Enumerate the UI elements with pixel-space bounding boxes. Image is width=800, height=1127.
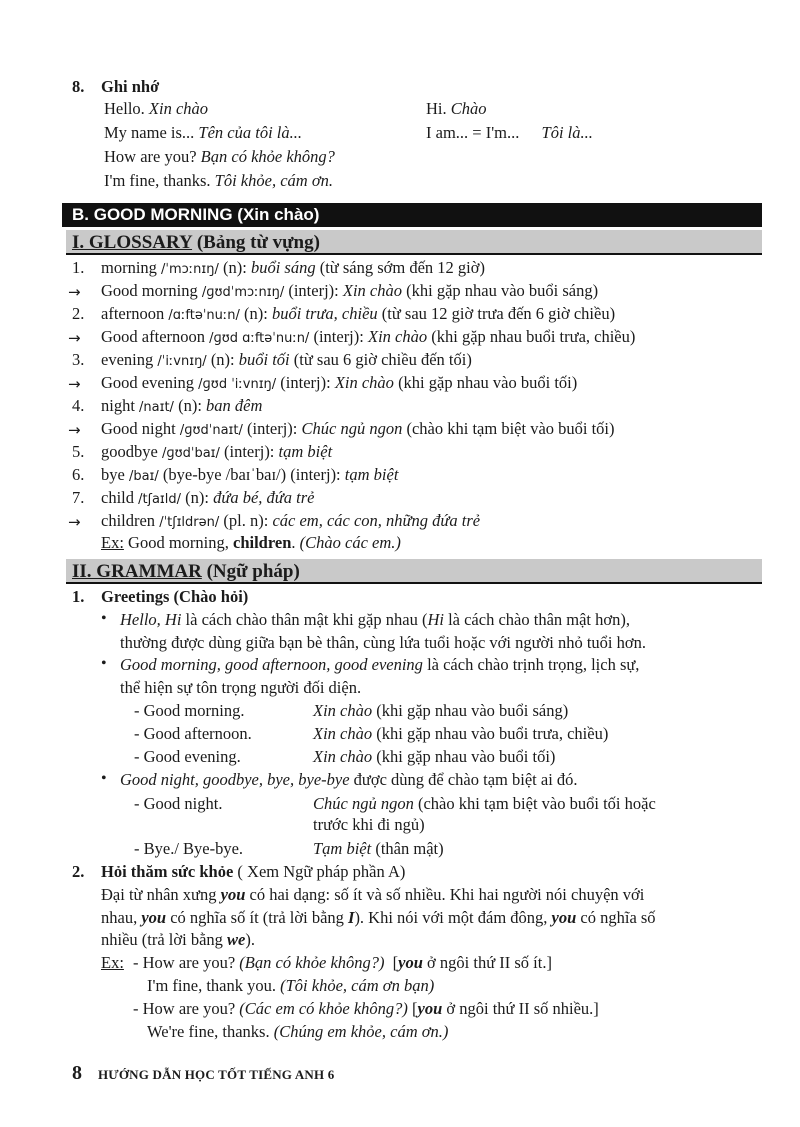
item-number: 4.	[72, 396, 85, 415]
farewell-en: - Bye./ Bye-bye.	[134, 839, 244, 858]
italic-term: Hello, Hi	[120, 610, 182, 629]
phrase-row	[104, 122, 302, 144]
example-text: .	[291, 533, 296, 552]
en: I'm fine, thank you.	[147, 976, 276, 995]
phrase-vi: Xin chào	[148, 99, 209, 118]
en: - How are you?	[133, 953, 236, 972]
glossary-pos: (n):	[210, 350, 235, 369]
page-number: 8	[72, 1062, 82, 1084]
glossary-meaning: đứa bé, đứa trẻ	[213, 488, 315, 507]
glossary-item	[101, 257, 485, 281]
subsection-number: 2.	[72, 862, 85, 881]
text: Đại từ nhân xưng	[101, 885, 221, 904]
en: - How are you?	[133, 999, 236, 1018]
keyword: you	[220, 885, 246, 904]
vi: (Chúng em khỏe, cám ơn.)	[273, 1022, 449, 1041]
glossary-word: bye	[101, 465, 125, 484]
note: [	[392, 953, 399, 972]
glossary-ipa: /ɡʊd ɑːftəˈnuːn/	[209, 331, 310, 346]
keyword: you	[417, 999, 443, 1018]
subsection-number: 1.	[72, 587, 85, 606]
glossary-meaning: buổi tối	[238, 350, 290, 369]
glossary-meaning: Chúc ngủ ngon	[301, 419, 403, 438]
text: là cách chào trịnh trọng, lịch sự,	[422, 655, 640, 674]
phrase-row	[104, 98, 208, 120]
phrase-vi: Tên của tôi là...	[198, 123, 302, 142]
arrow-icon: →	[68, 513, 81, 531]
formal-vi	[313, 746, 555, 768]
glossary-pos: (bye-bye /baɪˈbaɪ/) (interj):	[162, 465, 341, 484]
glossary-item	[101, 418, 615, 442]
glossary-pos: (interj):	[224, 442, 275, 461]
glossary-word: Good night	[101, 419, 176, 438]
glossary-meaning: tạm biệt	[278, 442, 333, 461]
glossary-example	[101, 532, 401, 554]
glossary-meaning: Xin chào	[334, 373, 394, 392]
glossary-meaning: ban đêm	[206, 396, 263, 415]
glossary-ipa: /baɪ/	[128, 469, 159, 484]
phrase-row	[104, 170, 333, 192]
arrow-icon: →	[68, 421, 81, 439]
phrase-en: I'm fine, thanks.	[104, 171, 211, 190]
arrow-icon: →	[68, 329, 81, 347]
bullet-icon: •	[101, 610, 107, 627]
keyword: you	[551, 908, 577, 927]
glossary-item	[101, 280, 598, 304]
book-title: HƯỚNG DẪN HỌC TỐT TIẾNG ANH 6	[98, 1067, 335, 1082]
phrase-row	[426, 98, 487, 120]
glossary-meaning: buổi sáng	[250, 258, 316, 277]
glossary-note: (từ sau 6 giờ chiều đến tối)	[293, 350, 472, 369]
glossary-pos: (interj):	[280, 373, 331, 392]
item-number: 5.	[72, 442, 85, 461]
vi: Xin chào	[313, 724, 373, 743]
glossary-title: (Bảng từ vựng)	[192, 232, 320, 253]
glossary-note: (khi gặp nhau buổi trưa, chiều)	[431, 327, 636, 346]
bullet-icon: •	[101, 655, 107, 672]
page-footer	[72, 1062, 334, 1085]
arrow-icon: →	[68, 375, 81, 393]
italic-term: Hi	[427, 610, 444, 629]
phrase-en: How are you?	[104, 147, 197, 166]
glossary-word: Good evening	[101, 373, 195, 392]
glossary-ipa: /ˈmɔːnɪŋ/	[161, 262, 219, 277]
glossary-item	[101, 349, 472, 373]
text: có nghĩa số	[576, 908, 656, 927]
glossary-ipa: /ɑːftəˈnuːn/	[168, 308, 240, 323]
item-number: 2.	[72, 304, 85, 323]
glossary-item	[101, 441, 332, 465]
part-heading: B. GOOD MORNING (Xin chào)	[62, 203, 762, 227]
vi: Chúc ngủ ngon	[313, 794, 414, 813]
glossary-pos: (interj):	[288, 281, 339, 300]
glossary-ipa: /tʃaɪld/	[138, 492, 182, 507]
example-question	[133, 998, 599, 1020]
text: nhau,	[101, 908, 142, 927]
keyword: I	[348, 908, 355, 927]
glossary-pos: (pl. n):	[223, 511, 269, 530]
glossary-item	[101, 303, 615, 327]
glossary-word: morning	[101, 258, 157, 277]
glossary-word: Good morning	[101, 281, 198, 300]
glossary-word: child	[101, 488, 134, 507]
glossary-ipa: /ˈiːvnɪŋ/	[157, 354, 207, 369]
formal-en: - Good evening.	[134, 747, 241, 766]
glossary-word: night	[101, 396, 135, 415]
grammar-title: (Ngữ pháp)	[201, 561, 300, 582]
keyword: we	[227, 930, 246, 949]
glossary-note: (từ sau 12 giờ trưa đến 6 giờ chiều)	[381, 304, 616, 323]
formal-vi	[313, 723, 608, 745]
note: (khi gặp nhau vào buổi sáng)	[376, 701, 569, 720]
glossary-ipa: /ɡʊdˈnaɪt/	[179, 423, 243, 438]
paragraph-line	[101, 929, 255, 951]
glossary-ipa: /ˈtʃɪldrən/	[159, 515, 220, 530]
example-label: Ex:	[101, 533, 124, 552]
bullet-text-line: thường được dùng giữa bạn bè thân, cùng lứa tuổi hoặc với người nhỏ tuổi hơn.	[120, 633, 646, 652]
subsection-heading	[101, 861, 405, 883]
phrase-en: Hello.	[104, 99, 145, 118]
phrase-row	[426, 122, 593, 144]
text: là cách chào thân mật hơn),	[443, 610, 630, 629]
keyword: you	[398, 953, 423, 972]
phrase-en: Hi.	[426, 99, 447, 118]
phrase-vi: Chào	[450, 99, 487, 118]
example-answer	[147, 975, 434, 997]
bullet-text-line: thể hiện sự tôn trọng người đối diện.	[120, 678, 362, 697]
glossary-item	[101, 395, 262, 419]
glossary-roman: I. GLOSSARY	[72, 232, 193, 253]
farewell-en: - Good night.	[134, 794, 223, 813]
glossary-note: (từ sáng sớm đến 12 giờ)	[319, 258, 485, 277]
glossary-word: afternoon	[101, 304, 165, 323]
glossary-meaning: Xin chào	[342, 281, 402, 300]
arrow-icon: →	[68, 283, 81, 301]
glossary-meaning: tạm biệt	[344, 465, 399, 484]
text: có nghĩa số ít (trả lời bằng	[166, 908, 349, 927]
glossary-word: evening	[101, 350, 154, 369]
note: ở ngôi thứ II số nhiều.]	[442, 999, 599, 1018]
glossary-ipa: /naɪt/	[139, 400, 174, 415]
note: (khi gặp nhau vào buổi tối)	[376, 747, 556, 766]
glossary-word: Good afternoon	[101, 327, 206, 346]
subsection-title: Hỏi thăm sức khỏe	[101, 862, 234, 881]
glossary-item	[101, 487, 315, 511]
glossary-item	[101, 464, 398, 488]
glossary-note: (khi gặp nhau vào buổi sáng)	[406, 281, 599, 300]
text: có hai dạng: số ít và số nhiều. Khi hai người nói chuyện với	[245, 885, 645, 904]
grammar-heading	[66, 559, 762, 584]
italic-term: Good night, goodbye, bye, bye-bye	[120, 770, 350, 789]
example-label: Ex:	[101, 953, 124, 972]
formal-en: - Good afternoon.	[134, 724, 252, 743]
glossary-item	[101, 372, 577, 396]
glossary-pos: (n):	[185, 488, 209, 507]
note: ở ngôi thứ II số ít.]	[422, 953, 552, 972]
text: ).	[245, 930, 255, 949]
glossary-pos: (n):	[178, 396, 202, 415]
en: We're fine, thanks.	[147, 1022, 270, 1041]
glossary-ipa: /ɡʊdˈmɔːnɪŋ/	[201, 285, 285, 300]
phrase-vi: Tôi là...	[541, 123, 593, 142]
glossary-ipa: /ɡʊdˈbaɪ/	[161, 446, 220, 461]
glossary-item	[101, 326, 635, 350]
vi: (Bạn có khỏe không?)	[239, 953, 385, 972]
farewell-note: trước khi đi ngủ)	[313, 815, 425, 834]
bullet-text	[120, 769, 578, 791]
vi: Xin chào	[313, 701, 373, 720]
note: [	[412, 999, 418, 1018]
text: là cách chào thân mật khi gặp nhau (	[181, 610, 428, 629]
note: (khi gặp nhau vào buổi trưa, chiều)	[376, 724, 609, 743]
glossary-word: goodbye	[101, 442, 158, 461]
subsection-title: Greetings (Chào hỏi)	[101, 587, 249, 606]
formal-vi	[313, 700, 568, 722]
grammar-roman: II. GRAMMAR	[72, 561, 202, 582]
bullet-icon: •	[101, 770, 107, 787]
note: (thân mật)	[375, 839, 444, 858]
vi: Xin chào	[313, 747, 373, 766]
vi: (Tôi khỏe, cám ơn bạn)	[280, 976, 435, 995]
glossary-word: children	[101, 511, 156, 530]
example-text: Good morning,	[128, 533, 229, 552]
glossary-note: (chào khi tạm biệt vào buổi tối)	[406, 419, 615, 438]
formal-en: - Good morning.	[134, 701, 245, 720]
text: ). Khi nói với một đám đông,	[354, 908, 552, 927]
glossary-meaning: các em, các con, những đứa trẻ	[272, 511, 481, 530]
example-vi: (Chào các em.)	[299, 533, 401, 552]
phrase-en: I am... = I'm...	[426, 123, 520, 142]
glossary-meaning: Xin chào	[367, 327, 428, 346]
glossary-meaning: buổi trưa, chiều	[271, 304, 378, 323]
bullet-text	[120, 654, 639, 676]
phrase-vi: Bạn có khỏe không?	[200, 147, 335, 166]
glossary-item	[101, 510, 480, 534]
subsection-ref: ( Xem Ngữ pháp phần A)	[237, 862, 406, 881]
paragraph-line	[101, 907, 656, 929]
item-number: 1.	[72, 258, 85, 277]
farewell-vi	[313, 793, 656, 815]
vi: Tạm biệt	[313, 839, 372, 858]
keyword: you	[141, 908, 167, 927]
italic-term: Good morning, good afternoon, good evening	[120, 655, 423, 674]
item-number: 6.	[72, 465, 85, 484]
glossary-pos: (n):	[244, 304, 268, 323]
glossary-heading	[66, 230, 762, 255]
text: nhiều (trả lời bằng	[101, 930, 228, 949]
paragraph-line	[101, 884, 644, 906]
item-number: 7.	[72, 488, 85, 507]
vi: (Các em có khỏe không?)	[239, 999, 408, 1018]
phrase-row	[104, 146, 335, 168]
example-answer	[147, 1021, 448, 1043]
example-bold: children	[233, 533, 292, 552]
text: được dùng để chào tạm biệt ai đó.	[349, 770, 578, 789]
farewell-vi	[313, 838, 444, 860]
glossary-pos: (interj):	[246, 419, 298, 438]
glossary-pos: (n):	[223, 258, 247, 277]
item-number: 3.	[72, 350, 85, 369]
note: (chào khi tạm biệt vào buổi tối hoặc	[417, 794, 656, 813]
example-question	[133, 952, 552, 974]
bullet-text	[120, 609, 630, 631]
section-title: Ghi nhớ	[101, 77, 160, 96]
glossary-ipa: /ɡʊd ˈiːvnɪŋ/	[198, 377, 277, 392]
glossary-note: (khi gặp nhau vào buổi tối)	[398, 373, 578, 392]
glossary-pos: (interj):	[313, 327, 364, 346]
section-number: 8.	[72, 77, 85, 96]
phrase-en: My name is...	[104, 123, 195, 142]
phrase-vi: Tôi khỏe, cám ơn.	[214, 171, 333, 190]
